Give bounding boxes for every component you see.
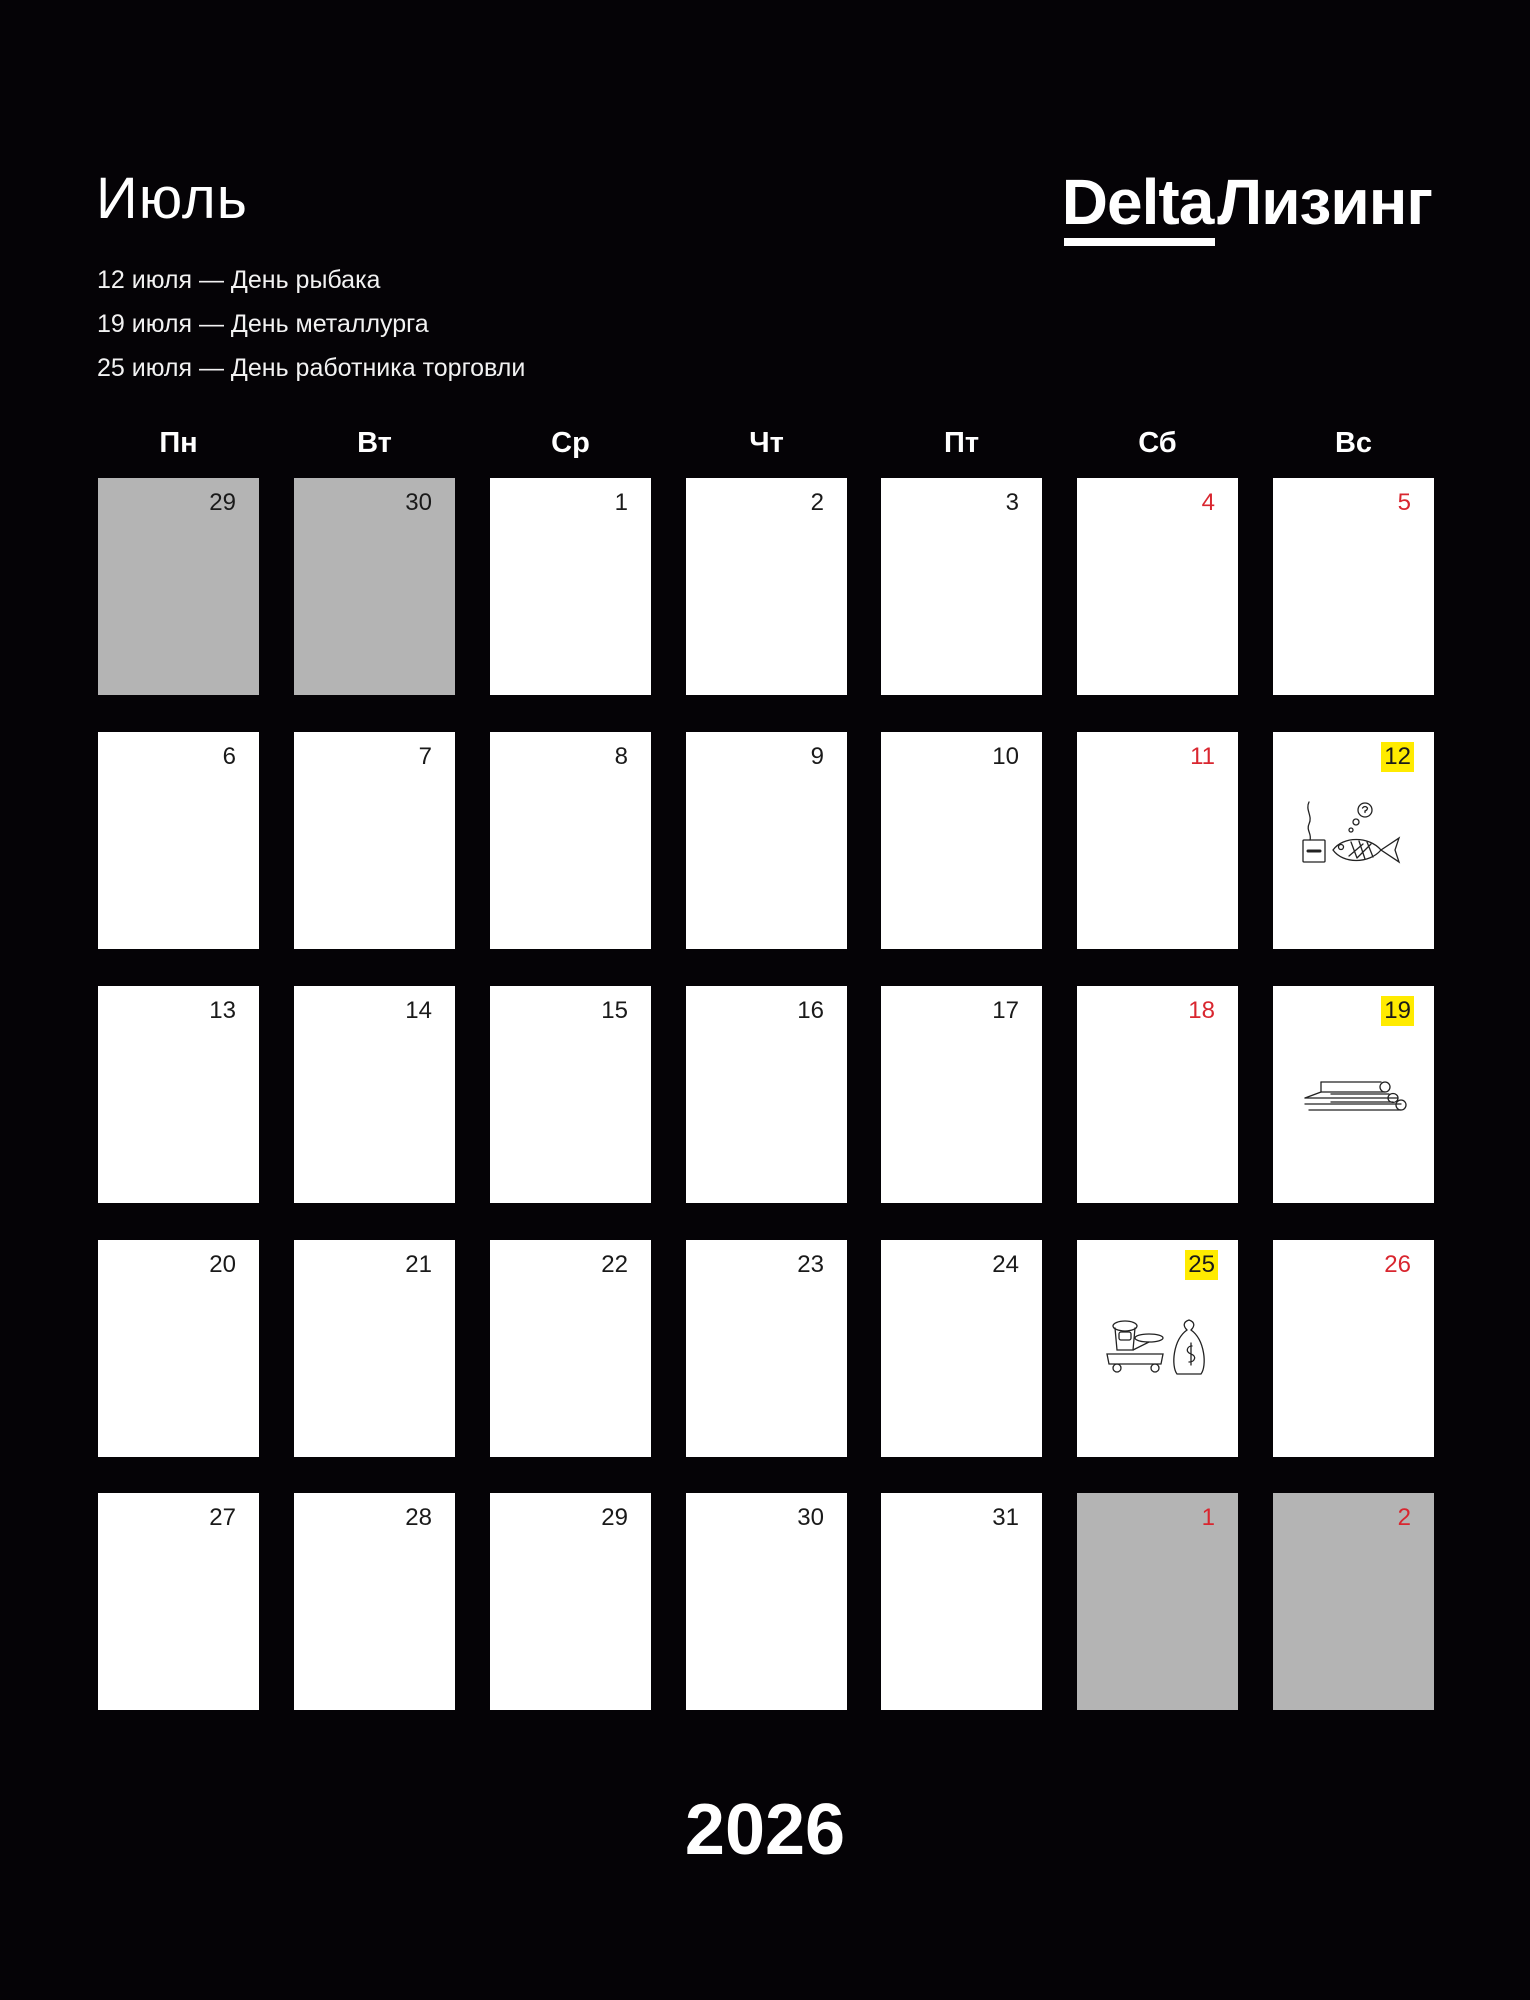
- day-number: 1: [1201, 1504, 1215, 1531]
- day-cell: [490, 1240, 651, 1457]
- day-cell: [98, 1240, 259, 1457]
- day-number: 14: [405, 997, 432, 1024]
- day-number: 27: [209, 1504, 236, 1531]
- day-cell: [686, 732, 847, 949]
- day-cell: [881, 986, 1042, 1203]
- day-number: 11: [1190, 743, 1215, 770]
- day-number: 8: [614, 743, 628, 770]
- weekday-label: Пт: [943, 427, 980, 459]
- day-number: 22: [601, 1251, 628, 1278]
- day-cell: [881, 732, 1042, 949]
- day-cell: [1077, 986, 1238, 1203]
- logo-delta-text: Delta: [1061, 166, 1214, 238]
- holiday-item: 25 июля — День работника торговли: [97, 354, 526, 382]
- day-number: 5: [1397, 489, 1411, 516]
- weekday-label: Чт: [749, 427, 784, 459]
- weekday-label: Ср: [551, 427, 590, 459]
- day-number: 16: [797, 997, 824, 1024]
- day-cell: [294, 478, 455, 695]
- day-number: 23: [797, 1251, 824, 1278]
- day-cell: [881, 1493, 1042, 1710]
- holiday-item: 19 июля — День металлурга: [97, 310, 429, 338]
- weekday-label: Пн: [159, 427, 198, 459]
- day-number: 21: [405, 1251, 432, 1278]
- day-number: 9: [810, 743, 824, 770]
- day-number: 24: [992, 1251, 1019, 1278]
- day-number: 7: [418, 743, 432, 770]
- logo-leasing-text: Лизинг: [1217, 166, 1432, 238]
- metal-pipes-icon: [1301, 1068, 1411, 1118]
- day-number: 30: [405, 489, 432, 516]
- holiday-list: [97, 258, 525, 390]
- day-number: 26: [1384, 1251, 1411, 1278]
- day-number: 18: [1188, 997, 1215, 1024]
- day-number: 2: [1397, 1504, 1411, 1531]
- day-cell: [490, 986, 651, 1203]
- day-number: 2: [810, 489, 824, 516]
- day-number: 17: [992, 997, 1019, 1024]
- day-number: 29: [209, 489, 236, 516]
- day-number: 4: [1201, 489, 1215, 516]
- day-number: 1: [614, 489, 628, 516]
- holiday-item: 12 июля — День рыбака: [97, 266, 381, 294]
- day-cell: [1273, 732, 1434, 949]
- day-number: 30: [797, 1504, 824, 1531]
- day-number: 31: [992, 1504, 1019, 1531]
- day-cell: [686, 478, 847, 695]
- day-number: 19: [1381, 996, 1414, 1026]
- day-cell: [1077, 732, 1238, 949]
- weekday-label: Вс: [1334, 427, 1373, 459]
- day-cell: [1077, 478, 1238, 695]
- logo-delta-part: [1061, 166, 1214, 246]
- day-cell: [294, 986, 455, 1203]
- day-cell: [98, 986, 259, 1203]
- day-number: 28: [405, 1504, 432, 1531]
- day-cell: [98, 732, 259, 949]
- weekday-header: [98, 425, 1434, 461]
- day-cell: [686, 986, 847, 1203]
- day-number: 3: [1005, 489, 1019, 516]
- scales-money-bag-icon: [1103, 1316, 1213, 1384]
- day-number: 13: [209, 997, 236, 1024]
- day-cell: [1273, 1240, 1434, 1457]
- day-cell: [98, 1493, 259, 1710]
- day-number: 29: [601, 1504, 628, 1531]
- fish-icon: [1299, 800, 1409, 872]
- day-cell: [98, 478, 259, 695]
- day-cell: [1077, 1493, 1238, 1710]
- day-cell: [1273, 986, 1434, 1203]
- day-cell: [490, 732, 651, 949]
- day-cell: [881, 1240, 1042, 1457]
- month-title: Июль: [96, 166, 248, 231]
- day-cell: [294, 732, 455, 949]
- day-cell: [1273, 478, 1434, 695]
- day-cell: [686, 1493, 847, 1710]
- day-number: 12: [1381, 742, 1414, 772]
- delta-leasing-logo: [1061, 166, 1432, 246]
- day-cell: [490, 478, 651, 695]
- day-cell: [294, 1493, 455, 1710]
- day-number: 10: [992, 743, 1019, 770]
- day-cell: [1273, 1493, 1434, 1710]
- day-number: 15: [601, 997, 628, 1024]
- day-number: 25: [1185, 1250, 1218, 1280]
- day-number: 6: [222, 743, 236, 770]
- weekday-label: Сб: [1138, 427, 1177, 459]
- day-cell: [1077, 1240, 1238, 1457]
- day-cell: [686, 1240, 847, 1457]
- day-cell: [490, 1493, 651, 1710]
- year-label: 2026: [684, 1790, 846, 1870]
- logo-underline: [1064, 238, 1216, 246]
- day-number: 20: [209, 1251, 236, 1278]
- weekday-label: Вт: [357, 427, 392, 459]
- day-cell: [881, 478, 1042, 695]
- calendar-grid: [98, 478, 1434, 1710]
- day-cell: [294, 1240, 455, 1457]
